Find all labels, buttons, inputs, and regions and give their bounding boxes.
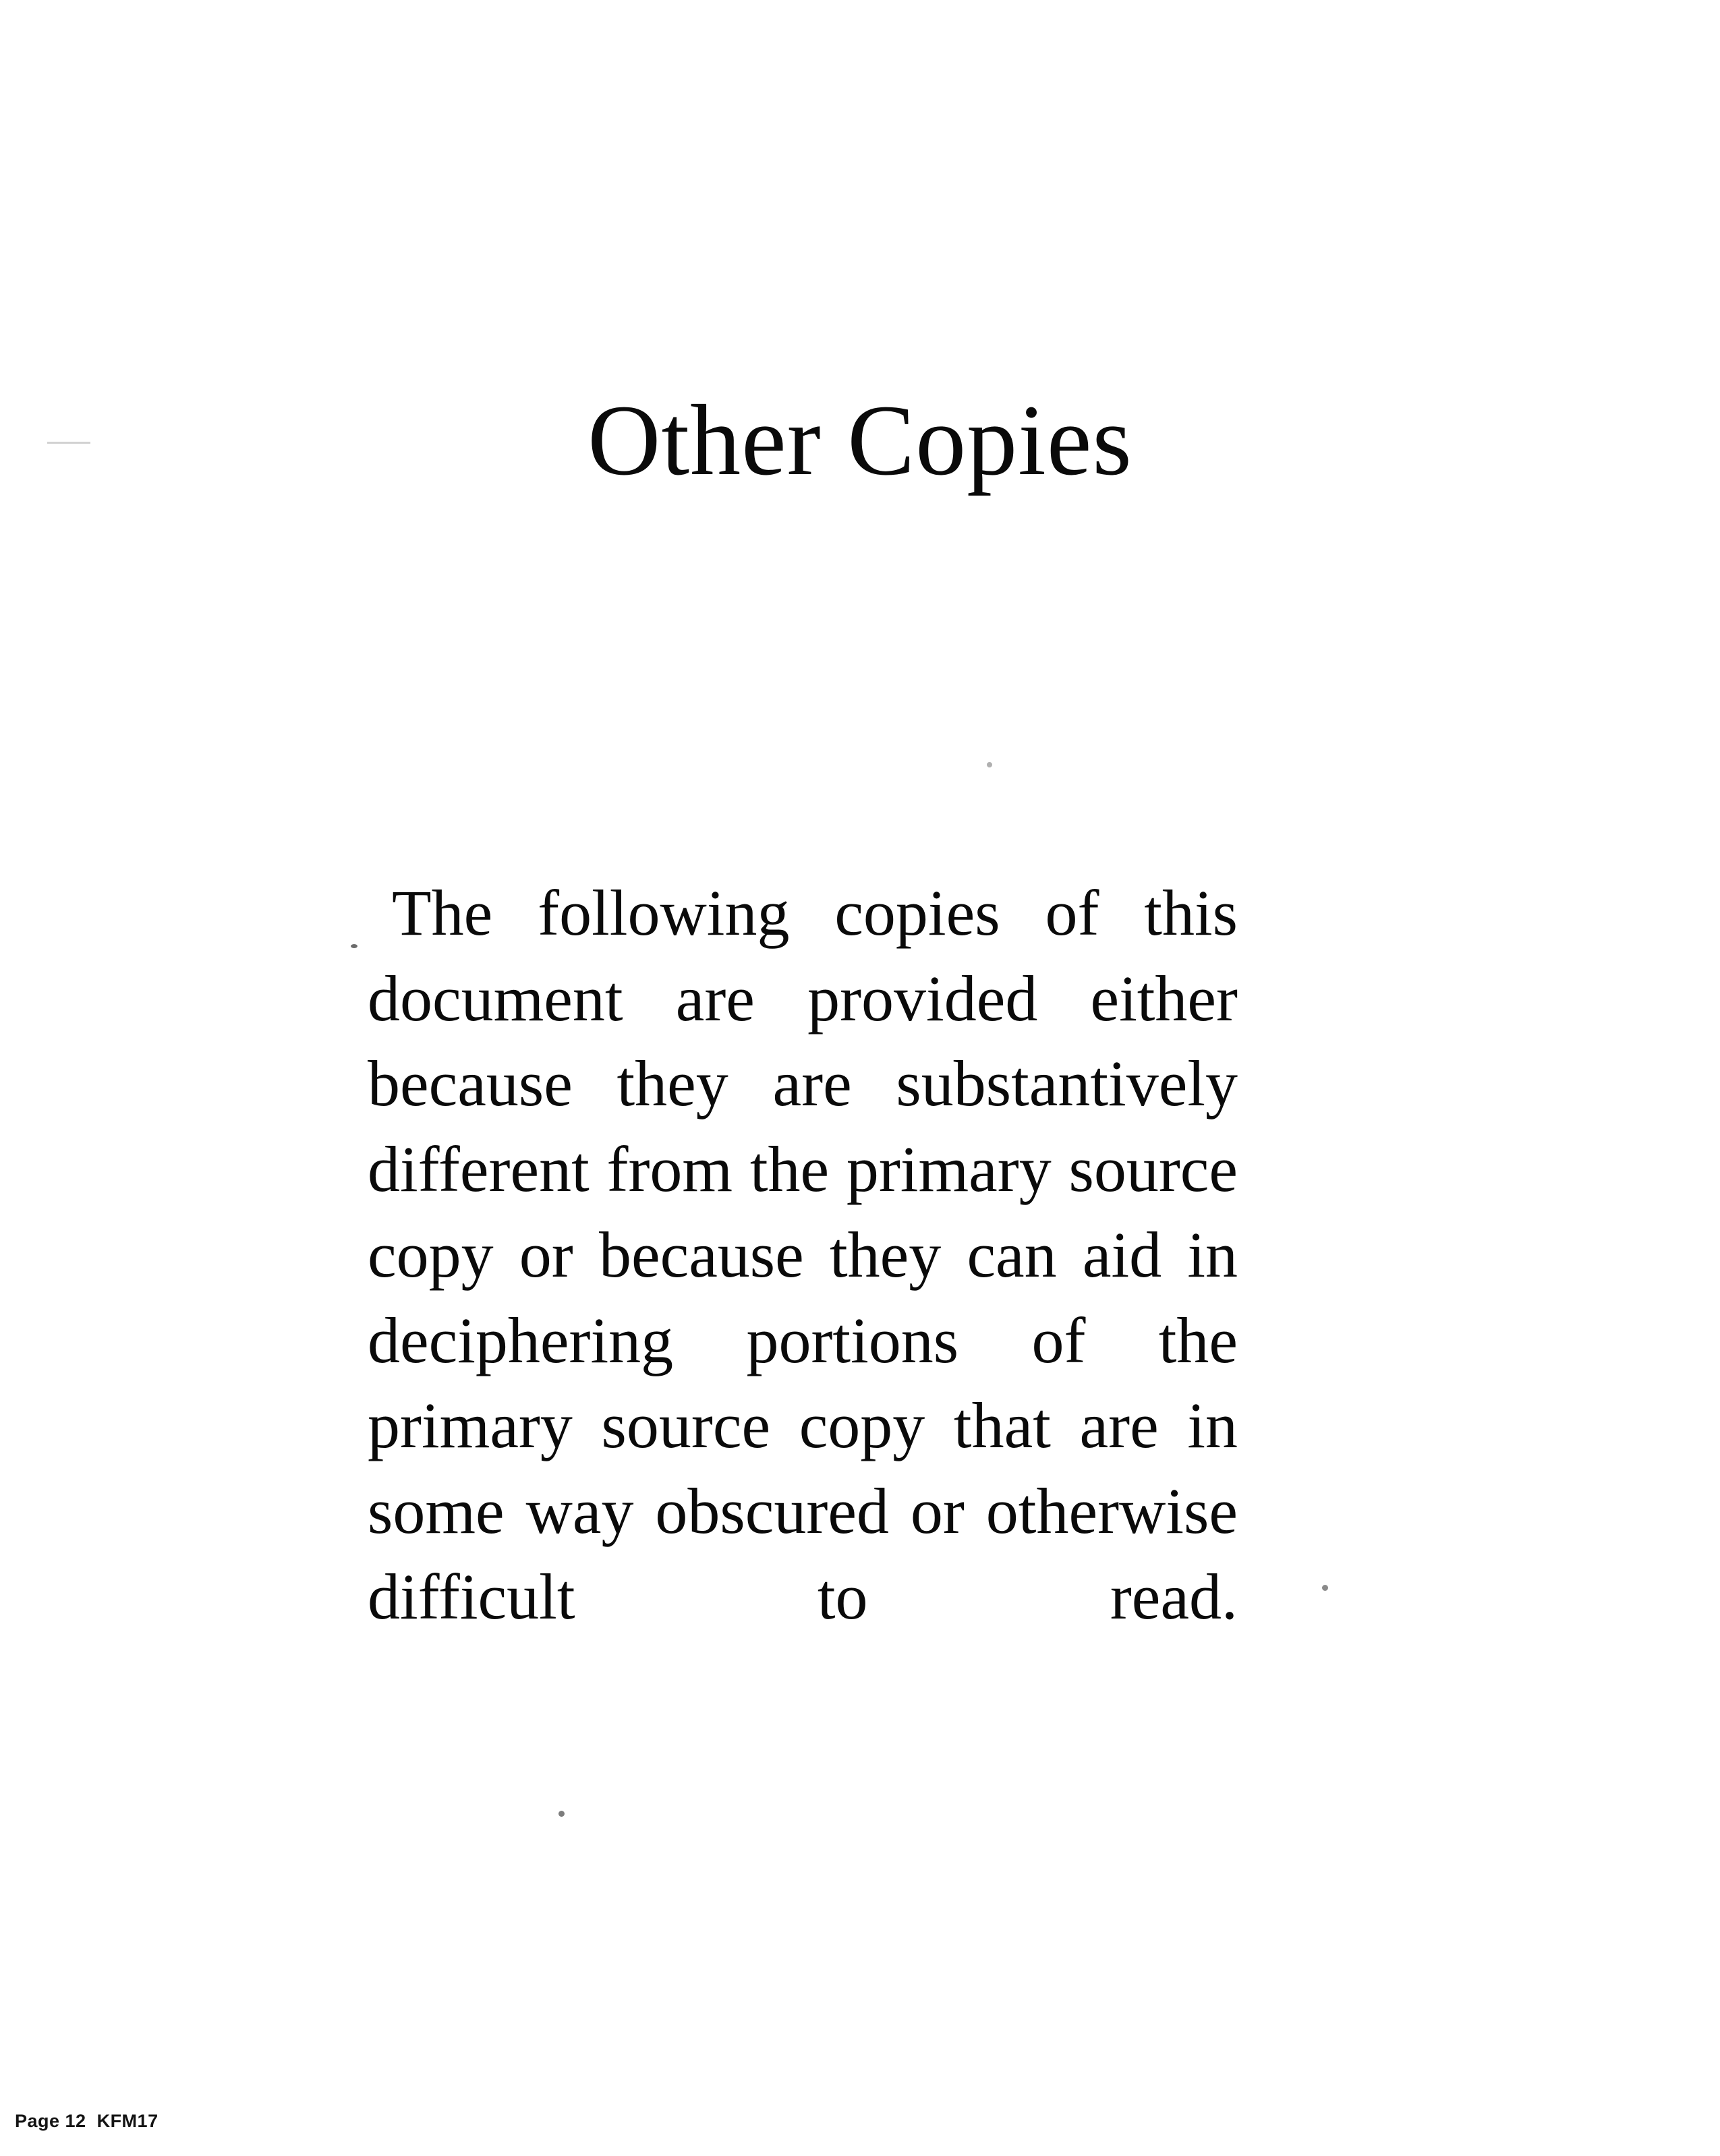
- scan-speck: [351, 944, 357, 948]
- scan-speck: [558, 1811, 565, 1817]
- page-footer-label: Page 12 KFM17: [15, 2111, 159, 2131]
- body-paragraph: The following copies of this document are provided either because they are substantively different from the primary source copy or because they can aid in deciphering portions of the primary source copy that are in some way obscured or otherwise difficult to read.: [368, 877, 1238, 1633]
- scan-speck: [1322, 1585, 1328, 1591]
- scan-speck: [987, 762, 992, 767]
- page-title: Other Copies: [587, 384, 1133, 496]
